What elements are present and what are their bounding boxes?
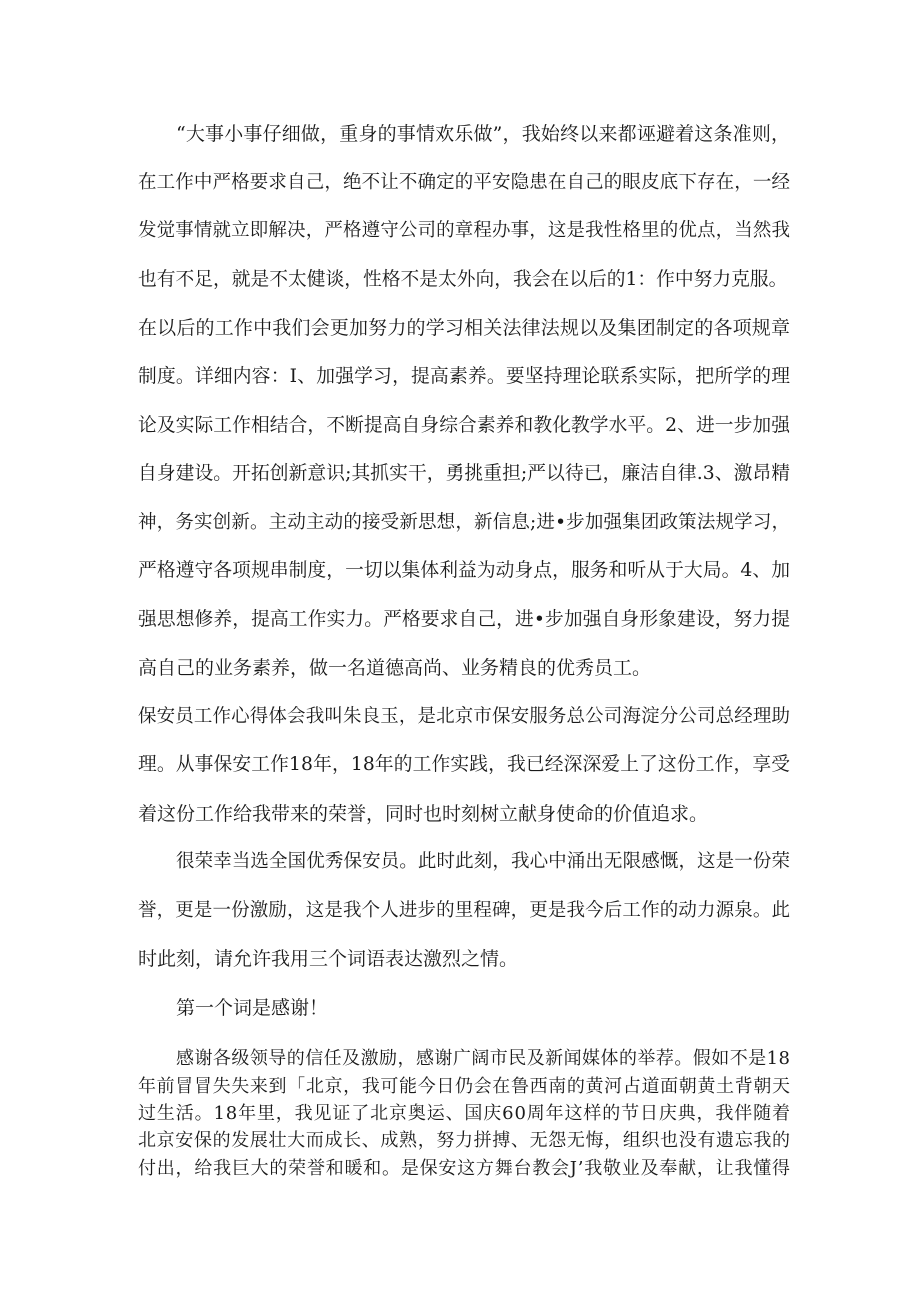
paragraph-line: 感谢各级领导的信任及激励，感谢广阔市民及新闻媒体的举荐。假如不是18 <box>176 1048 791 1069</box>
paragraph-line: 也有不足，就是不太健谈，性格不是太外向，我会在以后的1：作中努力克服。 <box>138 269 788 290</box>
paragraph-line: 年前冒冒失失来到「北京，我可能今日仍会在鲁西南的黄河占道面朝黄土背朝天 <box>138 1076 791 1097</box>
paragraph-line: 着这份工作给我带来的荣誉，同时也时刻树立献身使命的价值追求。 <box>138 803 709 825</box>
section-heading: 第一个词是感谢！ <box>176 997 329 1019</box>
paragraph-line: 在工作中严格要求自己，绝不让不确定的平安隐患在自己的眼皮底下存在，一经 <box>138 172 791 193</box>
paragraph-line: 强思想修养，提高工作实力。严格要求自己，进•步加强自身形象建设，努力提 <box>138 609 791 630</box>
paragraph-line: 论及实际工作相结合，不断提高自身综合素养和教化教学水平。2、进一步加强 <box>138 415 791 436</box>
paragraph-line: 制度。详细内容：I、加强学习，提高素养。要坚持理论联系实际，把所学的理 <box>138 366 791 387</box>
paragraph-line: 很荣幸当选全国优秀保安员。此时此刻，我心中涌出无限感慨，这是一份荣 <box>176 851 791 872</box>
paragraph-line: 发觉事情就立即解决，严格遵守公司的章程办事，这是我性格里的优点，当然我 <box>138 220 791 241</box>
paragraph-line: 保安员工作心得体会我叫朱良玉，是北京市保安服务总公司海淀分公司总经理助 <box>138 706 791 727</box>
paragraph-line: 理。从事保安工作18年，18年的工作实践，我已经深深爱上了这份工作，享受 <box>138 754 791 775</box>
paragraph-line: 时此刻，请允许我用三个词语表达激烈之情。 <box>138 948 519 970</box>
paragraph-line: 严格遵守各项规串制度，一切以集体利益为动身点，服务和听从于大局。4、加 <box>138 560 791 581</box>
paragraph-line: 高自己的业务素养，做一名道德高尚、业务精良的优秀员工。 <box>138 657 652 679</box>
paragraph-line: 北京安保的发展壮大而成长、成熟，努力拼搏、无怨无悔，组织也没有遗忘我的 <box>138 1130 791 1151</box>
paragraph-line: 在以后的工作中我们会更加努力的学习相关法律法规以及集团制定的各项规章 <box>138 317 791 339</box>
paragraph-line: 誉，更是一份激励，这是我个人进步的里程碑，更是我今后工作的动力源泉。此 <box>138 900 791 921</box>
paragraph-line: 过生活。18年里，我见证了北京奥运、国庆60周年这样的节日庆典，我伴随着 <box>138 1103 791 1124</box>
paragraph-line: 神，务实创新。主动主动的接受新思想，新信息;进•步加强集团政策法规学习， <box>138 512 791 533</box>
paragraph-line: 付出，给我巨大的荣誉和暖和。是保安这方舞台教会J’我敬业及奉献，让我懂得 <box>138 1158 791 1179</box>
paragraph-line: “大事小事仔细做，重身的事情欢乐做”，我始终以来都诬避着这条准则， <box>176 123 791 145</box>
paragraph-line: 自身建设。开拓创新意识;其抓实干，勇挑重担;严以待已，廉洁自律.3、激昂精 <box>138 463 791 484</box>
